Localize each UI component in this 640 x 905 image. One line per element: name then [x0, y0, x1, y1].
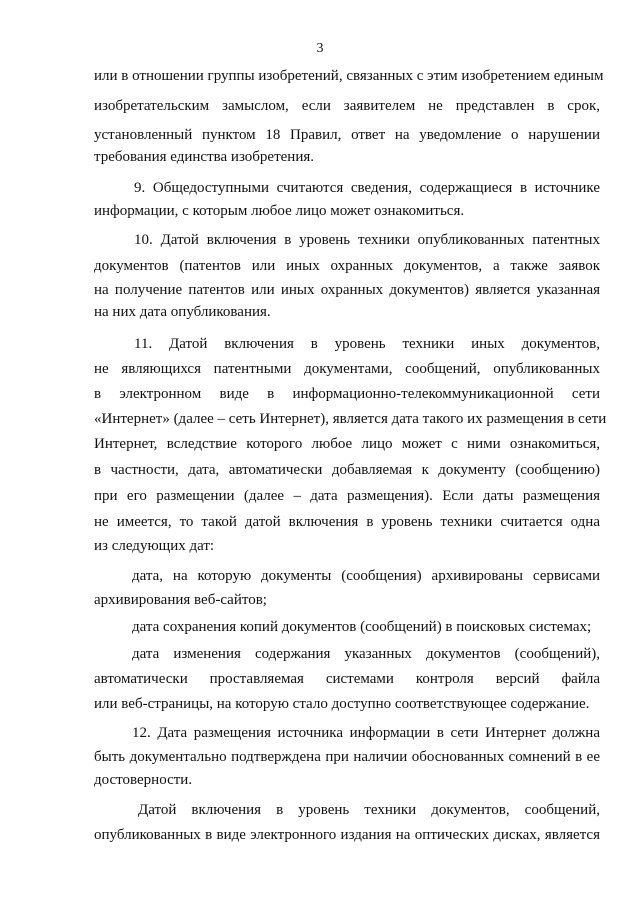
text-line: или в отношении группы изобретений, связанных с этим изобретением единым	[94, 68, 604, 84]
text-line: архивирования веб-сайтов;	[94, 592, 267, 608]
text-line: на них дата опубликования.	[94, 304, 271, 320]
text-line: опубликованных в виде электронного издания на оптических дисках, является	[94, 827, 600, 843]
text-line: дата, на которую документы (сообщения) архивированы сервисами	[132, 568, 600, 584]
page-number: 3	[316, 41, 324, 56]
text-line: требования единства изобретения.	[94, 149, 314, 165]
text-line: быть документально подтверждена при наличии обоснованных сомнений в ее	[94, 749, 600, 765]
text-line: из следующих дат:	[94, 538, 215, 554]
text-line: 9. Общедоступными считаются сведения, содержащиеся в источнике	[134, 180, 600, 196]
text-line: изобретательским замыслом, если заявителем не представлен в срок,	[94, 98, 600, 114]
text-line: 11. Датой включения в уровень техники иных документов,	[134, 336, 600, 352]
text-line: «Интернет» (далее – сеть Интернет), является дата такого их размещения в сети	[94, 411, 607, 427]
text-line: при его размещении (далее – дата размещения). Если даты размещения	[94, 488, 600, 504]
text-line: в частности, дата, автоматически добавляемая к документу (сообщению)	[94, 462, 600, 478]
text-line: не имеется, то такой датой включения в уровень техники считается одна	[94, 514, 600, 530]
text-line: информации, с которым любое лицо может ознакомиться.	[94, 203, 465, 219]
text-line: Датой включения в уровень техники документов, сообщений,	[138, 802, 600, 818]
text-line: установленный пунктом 18 Правил, ответ на уведомление о нарушении	[94, 127, 600, 143]
text-line: достоверности.	[94, 772, 193, 788]
text-line: не являющихся патентными документами, сообщений, опубликованных	[94, 361, 600, 377]
text-line: Интернет, вследствие которого любое лицо может с ними ознакомиться,	[94, 436, 600, 452]
text-line: дата изменения содержания указанных документов (сообщений),	[132, 646, 600, 662]
text-line: на получение патентов или иных охранных документов) является указанная	[94, 282, 600, 298]
text-line: автоматически проставляемая системами контроля версий файла	[94, 671, 600, 687]
text-line: или веб-страницы, на которую стало доступно соответствующее содержание.	[94, 696, 590, 712]
text-line: документов (патентов или иных охранных документов, а также заявок	[94, 258, 600, 274]
text-line: дата сохранения копий документов (сообщений) в поисковых системах;	[132, 619, 592, 635]
text-line: в электронном виде в информационно-телекоммуникационной сети	[94, 386, 600, 402]
text-line: 12. Дата размещения источника информации в сети Интернет должна	[132, 725, 600, 741]
text-line: 10. Датой включения в уровень техники опубликованных патентных	[134, 232, 600, 248]
